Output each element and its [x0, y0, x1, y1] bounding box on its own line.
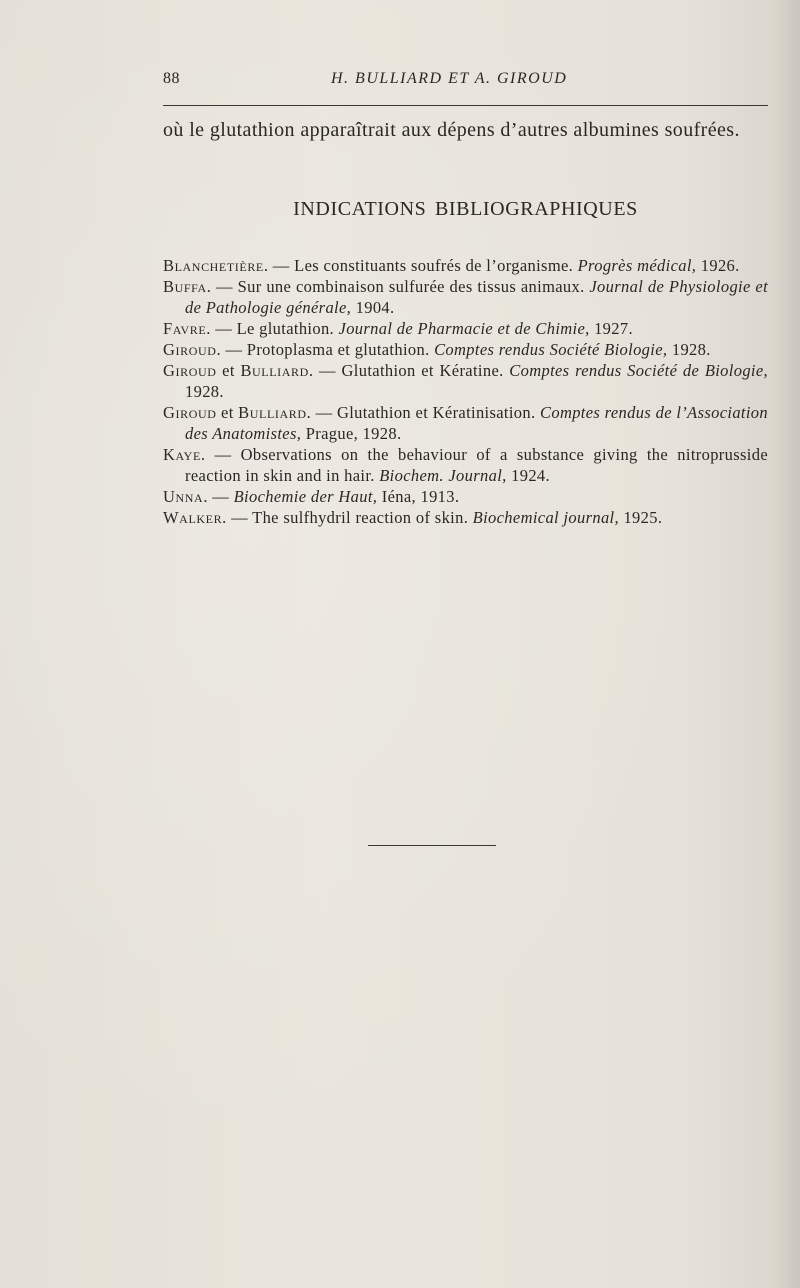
reference-source: Comptes rendus Société de Biologie, [509, 361, 769, 380]
bibliography-list [163, 255, 768, 528]
reference-text: . — Glutathion et Kératine. [308, 361, 510, 380]
reference-text: . — Sur une combinaison sulfurée des tissus animaux. [206, 277, 590, 296]
reference-item [163, 276, 768, 318]
reference-author: Kaye [163, 445, 201, 464]
reference-item [163, 339, 768, 360]
reference-text: . — Le glutathion. [206, 319, 339, 338]
reference-source: Biochem. Journal, [379, 466, 507, 485]
page-number: 88 [163, 70, 180, 87]
reference-tail: 1928. [185, 382, 224, 401]
reference-tail: Iéna, 1913. [377, 487, 460, 506]
reference-item [163, 486, 768, 507]
reference-tail: 1926. [696, 256, 740, 275]
reference-author: Walker [163, 508, 223, 527]
reference-item [163, 444, 768, 486]
running-head-authors: H. BULLIARD ET A. GIROUD [331, 70, 568, 87]
reference-item [163, 360, 768, 402]
reference-text: . — The sulfhydril reaction of skin. [222, 508, 473, 527]
reference-source: Biochemie der Haut, [233, 487, 378, 506]
reference-conjunction: et [216, 361, 241, 380]
reference-author: Blanchetière [163, 256, 264, 275]
reference-tail: 1925. [618, 508, 663, 527]
reference-source: Journal de Physiologie et de Pathologie générale, [185, 277, 769, 317]
reference-text: . — Observations on the behaviour of a substance giving the nitroprusside reaction in skin and in hair. [185, 445, 768, 485]
reference-source: Progrès médical, [577, 256, 697, 275]
reference-item [163, 318, 768, 339]
end-rule [368, 845, 496, 846]
reference-tail: 1924. [506, 466, 550, 485]
reference-author: Unna [163, 487, 204, 506]
page-edge-shadow [774, 0, 800, 1288]
reference-source: Comptes rendus de l’Association des Anatomistes, [185, 403, 768, 443]
reference-text: . — [203, 487, 234, 506]
reference-author: Buffa [163, 277, 207, 296]
reference-author: Giroud [163, 361, 217, 380]
reference-source: Comptes rendus Société Biologie, [434, 340, 668, 359]
reference-tail: 1904. [351, 298, 395, 317]
reference-tail: 1928. [667, 340, 711, 359]
reference-text: . — Glutathion et Kératinisation. [306, 403, 540, 422]
reference-source: Journal de Pharmacie et de Chimie, [338, 319, 590, 338]
reference-author: Giroud [163, 340, 217, 359]
reference-author: Giroud [163, 403, 217, 422]
reference-coauthor: Bulliard [240, 361, 309, 380]
running-head [163, 70, 768, 94]
reference-tail: Prague, 1928. [301, 424, 402, 443]
reference-item [163, 255, 768, 276]
header-rule [163, 105, 768, 106]
reference-text: . — Les constituants soufrés de l’organisme. [263, 256, 578, 275]
reference-author: Favre [163, 319, 207, 338]
reference-tail: 1927. [589, 319, 633, 338]
section-title: INDICATIONS BIBLIOGRAPHIQUES [293, 198, 638, 220]
intro-paragraph: où le glutathion apparaîtrait aux dépens d’autres albumines soufrées. [163, 119, 740, 141]
reference-conjunction: et [216, 403, 239, 422]
reference-text: . — Protoplasma et glutathion. [216, 340, 435, 359]
reference-source: Biochemical journal, [472, 508, 619, 527]
reference-coauthor: Bulliard [238, 403, 307, 422]
reference-item [163, 507, 768, 528]
reference-item [163, 402, 768, 444]
